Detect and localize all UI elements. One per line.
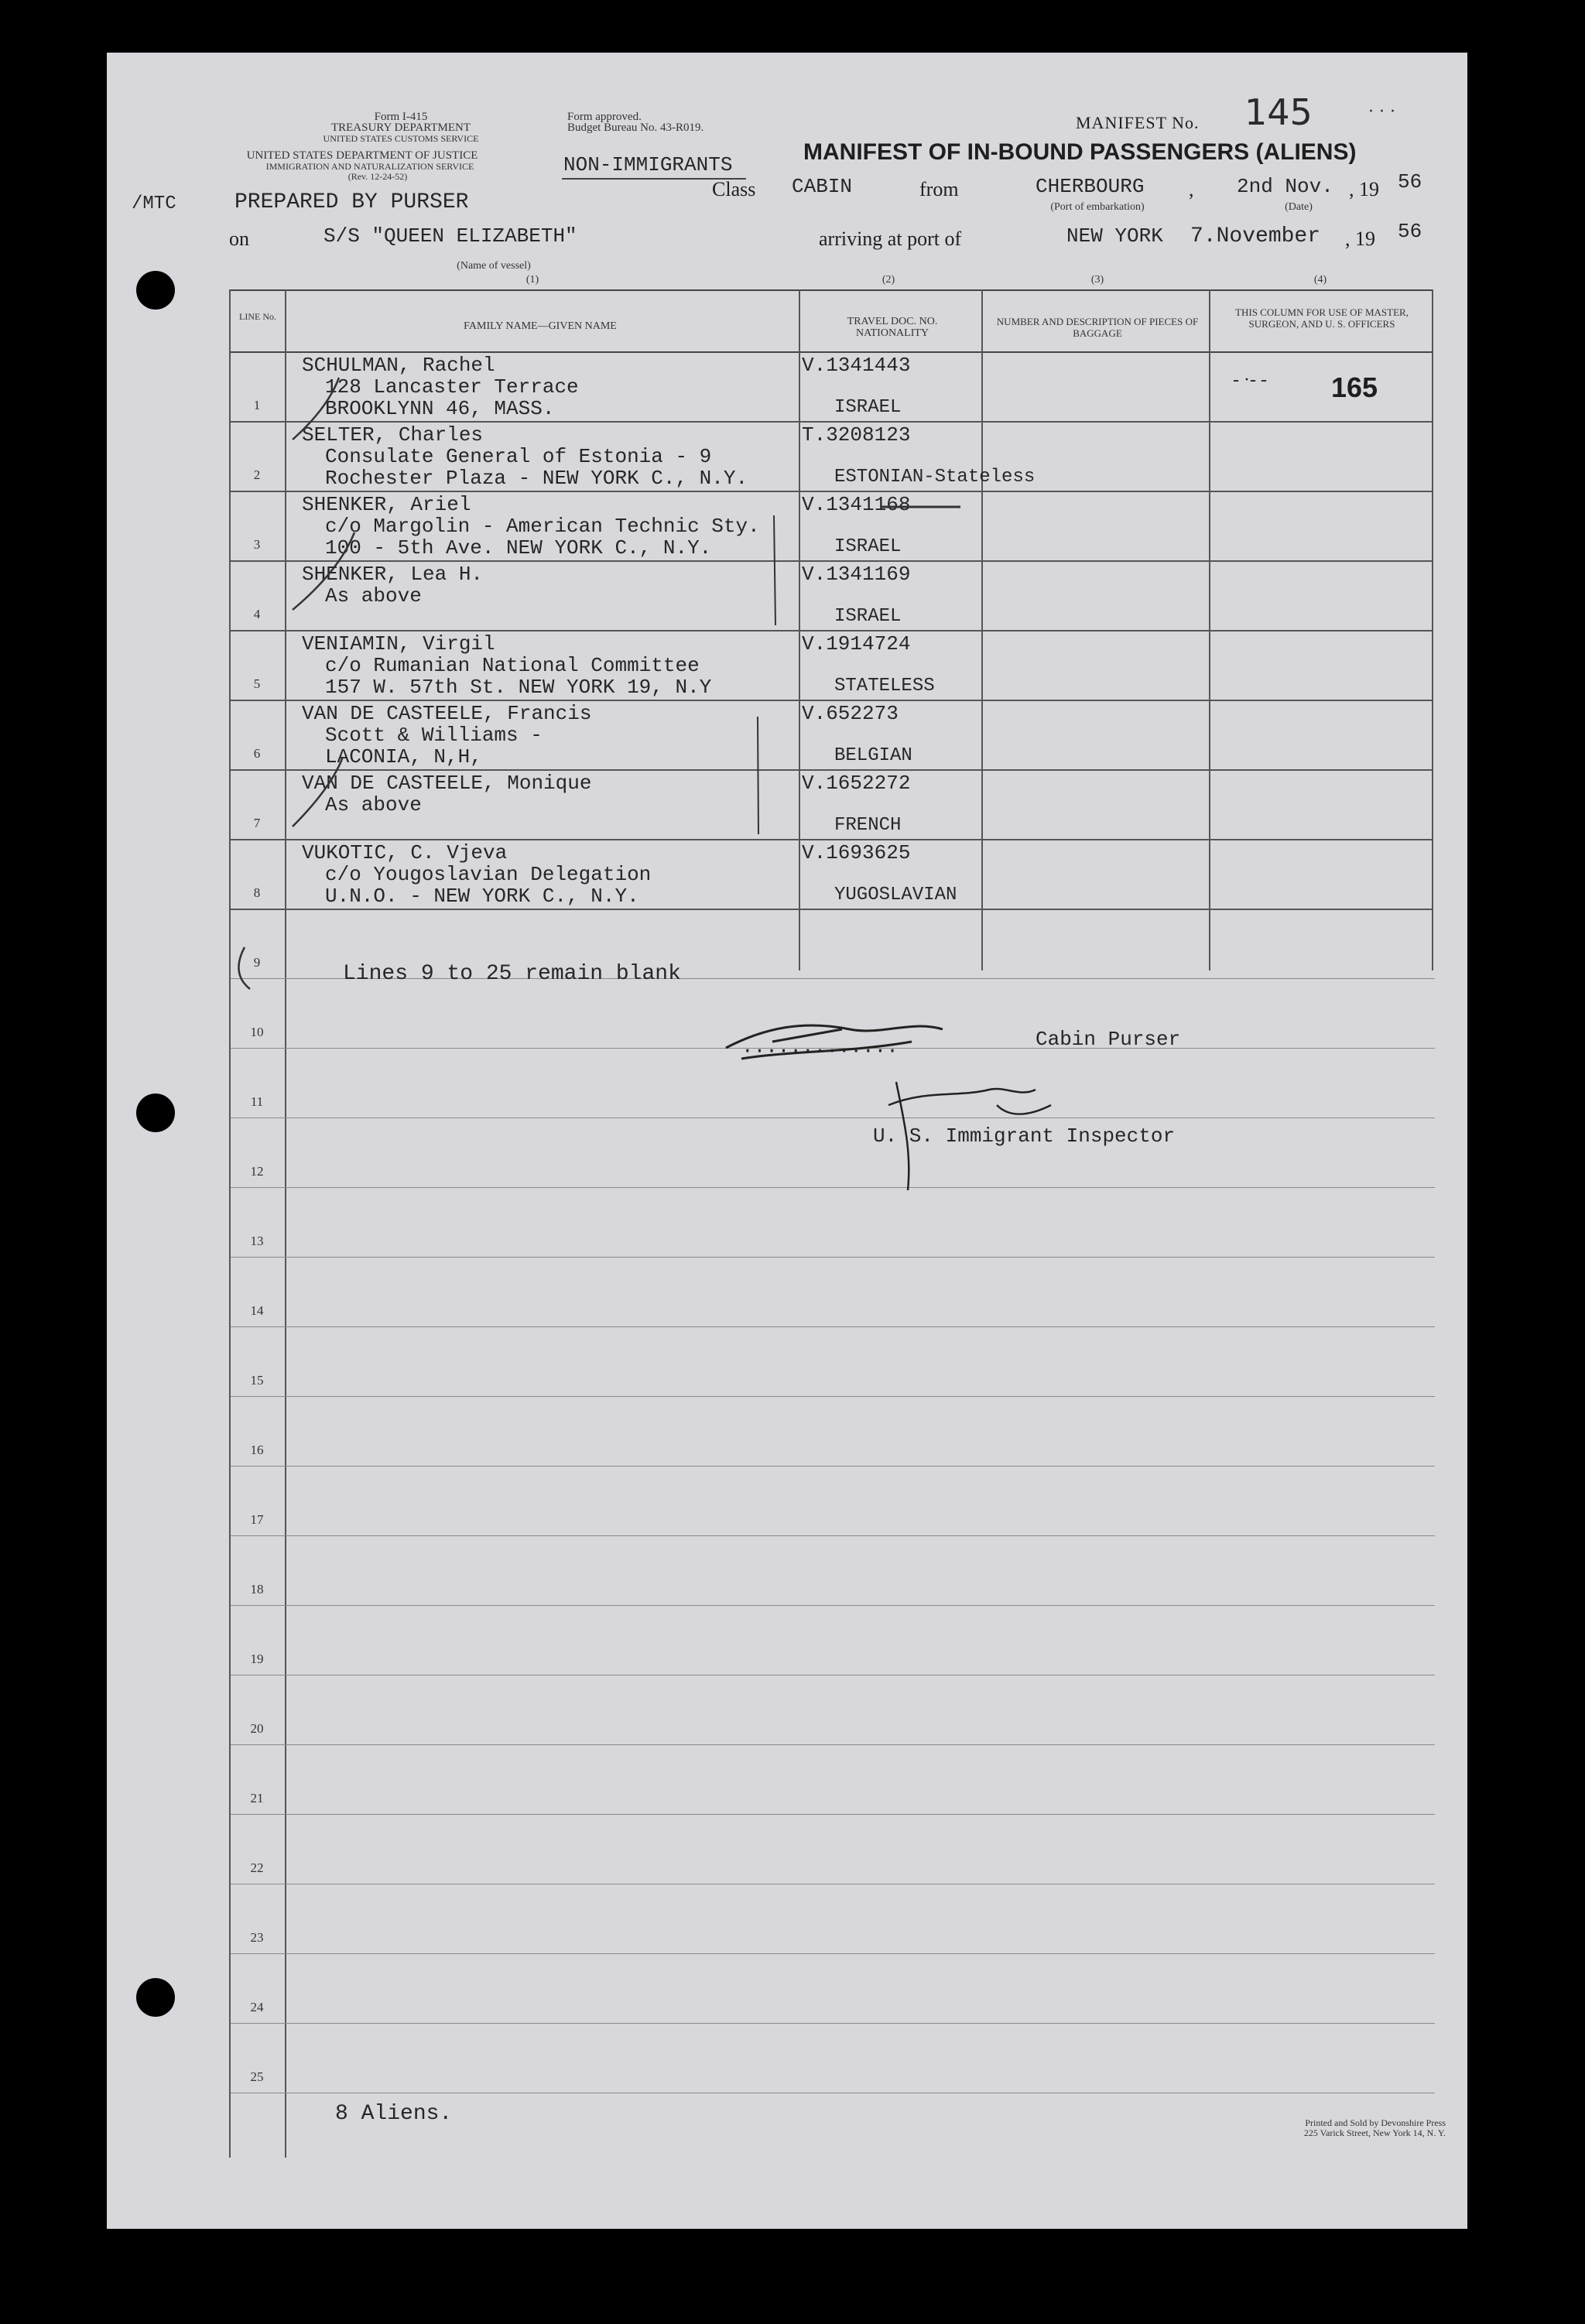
- prepared-by: PREPARED BY PURSER: [234, 190, 469, 214]
- class-value: CABIN: [792, 175, 853, 198]
- passenger-name: VUKOTIC, C. Vjeva: [302, 841, 508, 864]
- purser-label: Cabin Purser: [1036, 1028, 1181, 1051]
- passenger-name: SELTER, Charles: [302, 423, 484, 447]
- margin-note: /MTC: [132, 193, 176, 214]
- from-label: from: [919, 178, 959, 200]
- printer-line-1: Printed and Sold by Devonshire Press: [1305, 2117, 1446, 2128]
- passenger-name: VENIAMIN, Virgil: [302, 632, 495, 655]
- row-number: 8: [253, 885, 261, 900]
- immigration-label: IMMIGRATION AND NATURALIZATION SERVICE: [265, 161, 474, 172]
- row-number: 11: [250, 1094, 264, 1109]
- passenger-name: SHENKER, Ariel: [302, 493, 471, 516]
- passenger-address-1: c/o Yougoslavian Delegation: [325, 863, 652, 886]
- officer-note: 165: [1331, 371, 1378, 403]
- inspector-label: U. S. Immigrant Inspector: [873, 1124, 1176, 1148]
- officer-marks: - ·- -: [1233, 370, 1267, 390]
- row-number: 2: [253, 467, 261, 482]
- budget-label: Budget Bureau No. 43-R019.: [567, 122, 704, 134]
- col-header-doc: TRAVEL DOC. NO. NATIONALITY: [847, 316, 938, 339]
- row-number: 3: [253, 537, 261, 552]
- travel-doc-number: V.1341443: [802, 354, 911, 377]
- passenger-address-1: As above: [325, 584, 422, 608]
- approved-label: Form approved.: [567, 111, 642, 123]
- port-caption: (Port of embarkation): [1050, 201, 1145, 213]
- row-number: 5: [253, 676, 261, 691]
- row-number: 24: [250, 2000, 264, 2014]
- customs-label: UNITED STATES CUSTOMS SERVICE: [323, 133, 479, 144]
- justice-label: UNITED STATES DEPARTMENT OF JUSTICE: [246, 149, 478, 162]
- nationality: ESTONIAN-Stateless: [834, 467, 1036, 488]
- travel-doc-number: V.1341169: [802, 563, 911, 586]
- manifest-label: MANIFEST No.: [1076, 113, 1200, 132]
- passenger-name: SCHULMAN, Rachel: [302, 354, 495, 377]
- row-number: 15: [250, 1373, 264, 1388]
- col-num-1: (1): [525, 274, 539, 286]
- category: NON-IMMIGRANTS: [563, 153, 733, 176]
- row-number: 6: [253, 746, 261, 761]
- year-prefix-2: , 19: [1345, 228, 1375, 250]
- year-prefix: , 19: [1349, 178, 1379, 200]
- travel-doc-number: V.1914724: [802, 632, 911, 655]
- arriving-label: arriving at port of: [819, 228, 962, 250]
- row-number: 7: [253, 816, 261, 830]
- passenger-address-1: As above: [325, 793, 422, 816]
- passenger-name: VAN DE CASTEELE, Francis: [302, 702, 592, 725]
- col-header-line: LINE No.: [239, 311, 276, 322]
- blank-lines-note: Lines 9 to 25 remain blank: [343, 962, 681, 986]
- comma: ,: [1189, 178, 1194, 200]
- nationality: ISRAEL: [834, 606, 902, 627]
- row-number: 12: [250, 1164, 264, 1179]
- travel-doc-number: V.1693625: [802, 841, 911, 864]
- row-number: 10: [250, 1025, 264, 1039]
- passenger-name: VAN DE CASTEELE, Monique: [302, 772, 592, 795]
- travel-doc-number: V.1341168: [802, 493, 911, 516]
- passenger-address-2: LACONIA, N,H,: [325, 745, 482, 768]
- form-number: Form I-415: [374, 111, 428, 123]
- row-number: 23: [250, 1930, 264, 1945]
- travel-doc-number: T.3208123: [802, 423, 911, 447]
- purser-dots: ·············: [741, 1039, 899, 1063]
- treasury-label: TREASURY DEPARTMENT: [330, 122, 471, 134]
- passenger-address-2: BROOKLYNN 46, MASS.: [325, 397, 555, 420]
- class-label: Class: [712, 178, 756, 200]
- passenger-name: SHENKER, Lea H.: [302, 563, 484, 586]
- col-header-officers: THIS COLUMN FOR USE OF MASTER, SURGEON, AND U. S. OFFICERS: [1235, 306, 1409, 330]
- row-number: 22: [250, 1860, 264, 1875]
- nationality: STATELESS: [834, 676, 935, 697]
- row-number: 13: [250, 1234, 264, 1248]
- arrival-year: 56: [1398, 220, 1422, 243]
- nationality: YUGOSLAVIAN: [834, 885, 957, 905]
- arrival-port: NEW YORK: [1066, 224, 1163, 248]
- vessel-caption: (Name of vessel): [457, 260, 531, 272]
- manifest-title: MANIFEST OF IN-BOUND PASSENGERS (ALIENS): [803, 139, 1357, 165]
- col-header-name: FAMILY NAME—GIVEN NAME: [464, 320, 617, 332]
- col-num-2: (2): [882, 274, 895, 286]
- travel-doc-number: V.652273: [802, 702, 899, 725]
- nationality: FRENCH: [834, 815, 902, 836]
- col-num-3: (3): [1090, 274, 1104, 286]
- nationality: ISRAEL: [834, 536, 902, 557]
- col-header-baggage: NUMBER AND DESCRIPTION OF PIECES OF BAGGAGE: [996, 316, 1199, 339]
- passenger-address-1: Scott & Williams -: [325, 724, 543, 747]
- on-label: on: [229, 228, 249, 250]
- departure-year: 56: [1398, 170, 1422, 193]
- from-value: CHERBOURG: [1036, 175, 1145, 198]
- passenger-address-1: Consulate General of Estonia - 9: [325, 445, 712, 468]
- row-number: 9: [253, 955, 261, 970]
- vessel-name: S/S "QUEEN ELIZABETH": [324, 224, 577, 248]
- nationality: BELGIAN: [834, 745, 912, 766]
- passenger-address-1: 128 Lancaster Terrace: [325, 375, 579, 399]
- date-caption: (Date): [1285, 201, 1313, 213]
- revision-label: (Rev. 12-24-52): [347, 171, 408, 182]
- row-number: 4: [253, 607, 261, 621]
- passenger-address-1: c/o Margolin - American Technic Sty.: [325, 515, 760, 538]
- manifest-sheet: [107, 53, 1467, 2229]
- row-number: 19: [250, 1651, 264, 1666]
- row-number: 1: [253, 398, 261, 412]
- col-num-4: (4): [1313, 274, 1327, 286]
- row-number: 20: [250, 1721, 264, 1736]
- passenger-address-1: c/o Rumanian National Committee: [325, 654, 700, 677]
- row-number: 18: [250, 1582, 264, 1597]
- passenger-address-2: 100 - 5th Ave. NEW YORK C., N.Y.: [325, 536, 712, 560]
- total-aliens: 8 Aliens.: [335, 2102, 453, 2126]
- manifest-tail: · · ·: [1368, 102, 1395, 122]
- travel-doc-number: V.1652272: [802, 772, 911, 795]
- passenger-address-2: U.N.O. - NEW YORK C., N.Y.: [325, 885, 639, 908]
- passenger-address-2: Rochester Plaza - NEW YORK C., N.Y.: [325, 467, 748, 490]
- nationality: ISRAEL: [834, 397, 902, 418]
- passenger-address-2: 157 W. 57th St. NEW YORK 19, N.Y: [325, 676, 712, 699]
- row-number: 17: [250, 1512, 264, 1527]
- row-number: 16: [250, 1443, 264, 1457]
- row-number: 14: [250, 1303, 264, 1318]
- row-number: 25: [250, 2069, 264, 2084]
- row-number: 21: [250, 1791, 264, 1805]
- departure-date: 2nd Nov.: [1237, 175, 1333, 198]
- arrival-date: 7.November: [1190, 224, 1321, 248]
- manifest-number: 145: [1244, 91, 1313, 133]
- printer-line-2: 225 Varick Street, New York 14, N. Y.: [1303, 2127, 1446, 2138]
